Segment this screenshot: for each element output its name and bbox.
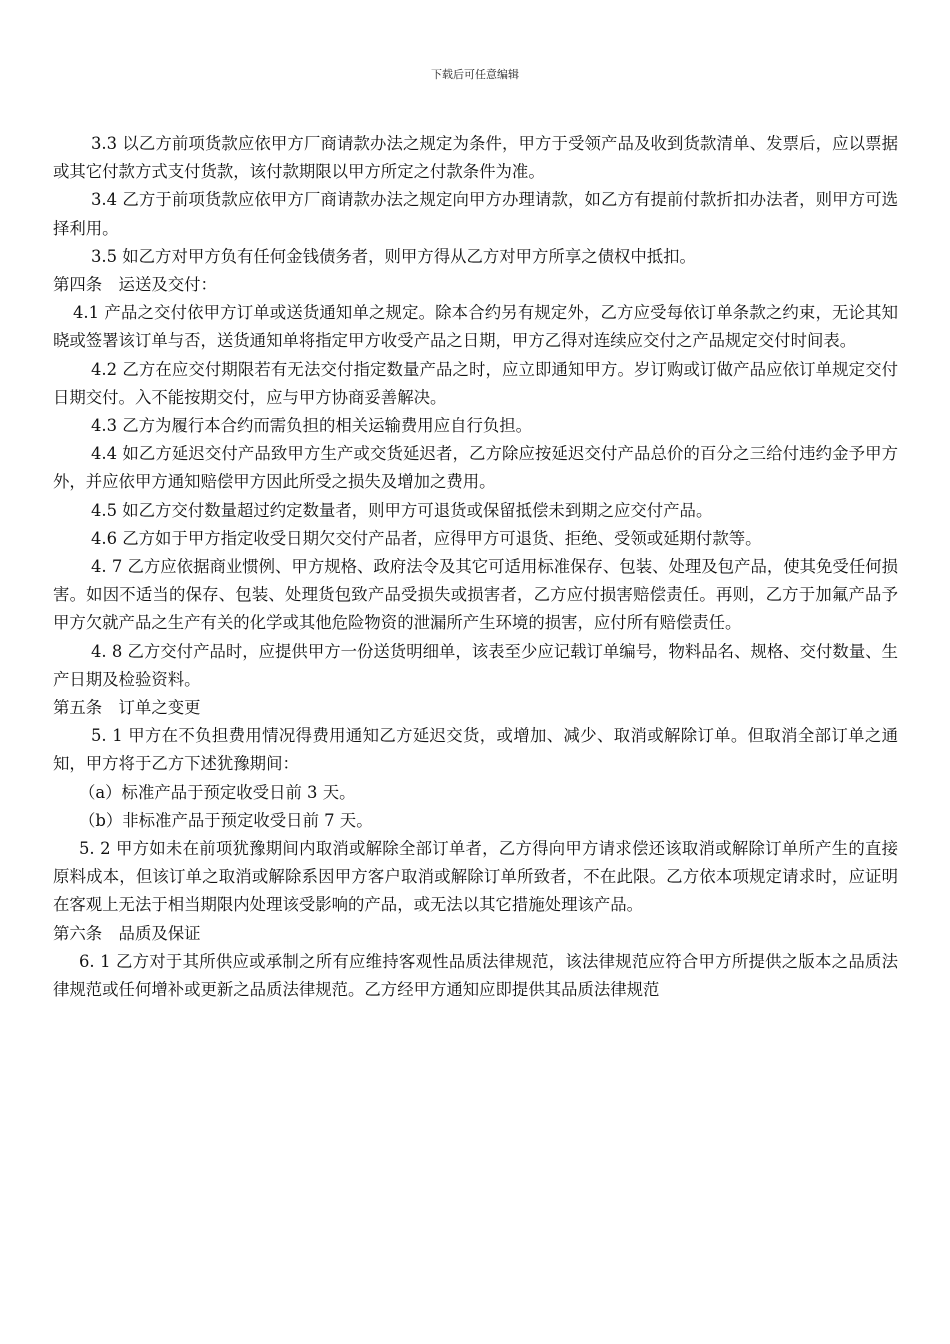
clause-4-8: 4. 8 乙方交付产品时，应提供甲方一份送货明细单，该表至少应记载订单编号，物料品名、规格、交付数量、生产日期及检验资料。 bbox=[53, 641, 898, 689]
clause-5-1: 5. 1 甲方在不负担费用情况得费用通知乙方延迟交货，或增加、减少、取消或解除订单。但取消全部订单之通知，甲方将于乙方下述犹豫期间： bbox=[53, 726, 898, 774]
clause-4-5: 4.5 如乙方交付数量超过约定数量者，则甲方可退货或保留抵偿未到期之应交付产品。 bbox=[91, 500, 713, 520]
clause-4-6: 4.6 乙方如于甲方指定收受日期欠交付产品者，应得甲方可退货、拒绝、受领或延期付款等。 bbox=[91, 528, 762, 548]
page-header: 下载后可任意编辑 bbox=[431, 68, 519, 81]
article-5-heading: 第五条 订单之变更 bbox=[53, 698, 201, 718]
clause-5-1-b: （b）非标准产品于预定收受日前 7 天。 bbox=[79, 810, 373, 830]
article-4-heading: 第四条 运送及交付： bbox=[53, 275, 217, 295]
article-6-heading: 第六条 品质及保证 bbox=[53, 923, 201, 943]
clause-4-1: 4.1 产品之交付依甲方订单或送货通知单之规定。除本合约另有规定外，乙方应受每依订单条款之约束，无论其知晓或签署该订单与否，送货通知单将指定甲方收受产品之日期，甲方乙得对连续应交付之产品规定交付时间表。 bbox=[53, 303, 898, 351]
clause-3-3: 3.3 以乙方前项货款应依甲方厂商请款办法之规定为条件，甲方于受领产品及收到货款清单、发票后，应以票据或其它付款方式支付货款，该付款期限以甲方所定之付款条件为准。 bbox=[53, 134, 898, 182]
clause-4-4: 4.4 如乙方延迟交付产品致甲方生产或交货延迟者，乙方除应按延迟交付产品总价的百分之三给付违约金予甲方外，并应依甲方通知赔偿甲方因此所受之损失及增加之费用。 bbox=[53, 444, 898, 492]
clause-4-3: 4.3 乙方为履行本合约而需负担的相关运输费用应自行负担。 bbox=[91, 416, 533, 436]
clause-3-5: 3.5 如乙方对甲方负有任何金钱债务者，则甲方得从乙方对甲方所享之债权中抵扣。 bbox=[91, 246, 696, 266]
clause-4-7: 4. 7 乙方应依据商业惯例、甲方规格、政府法令及其它可适用标准保存、包装、处理及包产品，使其免受任何损害。如因不适当的保存、包装、处理货包致产品受损失或损害者，乙方应付损害赔偿责任。再则，乙方于加氟产品予甲方欠就产品之生产有关的化学或其他危险物资的泄漏所产生环境的损害，应付所有赔偿责任。 bbox=[53, 557, 898, 633]
clause-5-1-a: （a）标准产品于预定收受日前 3 天。 bbox=[79, 782, 356, 802]
clause-3-4: 3.4 乙方于前项货款应依甲方厂商请款办法之规定向甲方办理请款，如乙方有提前付款折扣办法者，则甲方可选择利用。 bbox=[53, 190, 898, 238]
clause-5-2: 5. 2 甲方如未在前项犹豫期间内取消或解除全部订单者，乙方得向甲方请求偿还该取消或解除订单所产生的直接原料成本，但该订单之取消或解除系因甲方客户取消或解除订单所致者，不在此限。乙方依本项规定请求时，应证明在客观上无法于相当期限内处理该受影响的产品，或无法以其它措施处理该产品。 bbox=[53, 839, 898, 915]
document-body bbox=[53, 130, 898, 1004]
clause-4-2: 4.2 乙方在应交付期限若有无法交付指定数量产品之时，应立即通知甲方。岁订购或订做产品应依订单规定交付日期交付。入不能按期交付，应与甲方协商妥善解决。 bbox=[53, 359, 898, 407]
clause-6-1: 6. 1 乙方对于其所供应或承制之所有应维持客观性品质法律规范，该法律规范应符合甲方所提供之版本之品质法律规范或任何增补或更新之品质法律规范。乙方经甲方通知应即提供其品质法律规范 bbox=[53, 951, 898, 1000]
